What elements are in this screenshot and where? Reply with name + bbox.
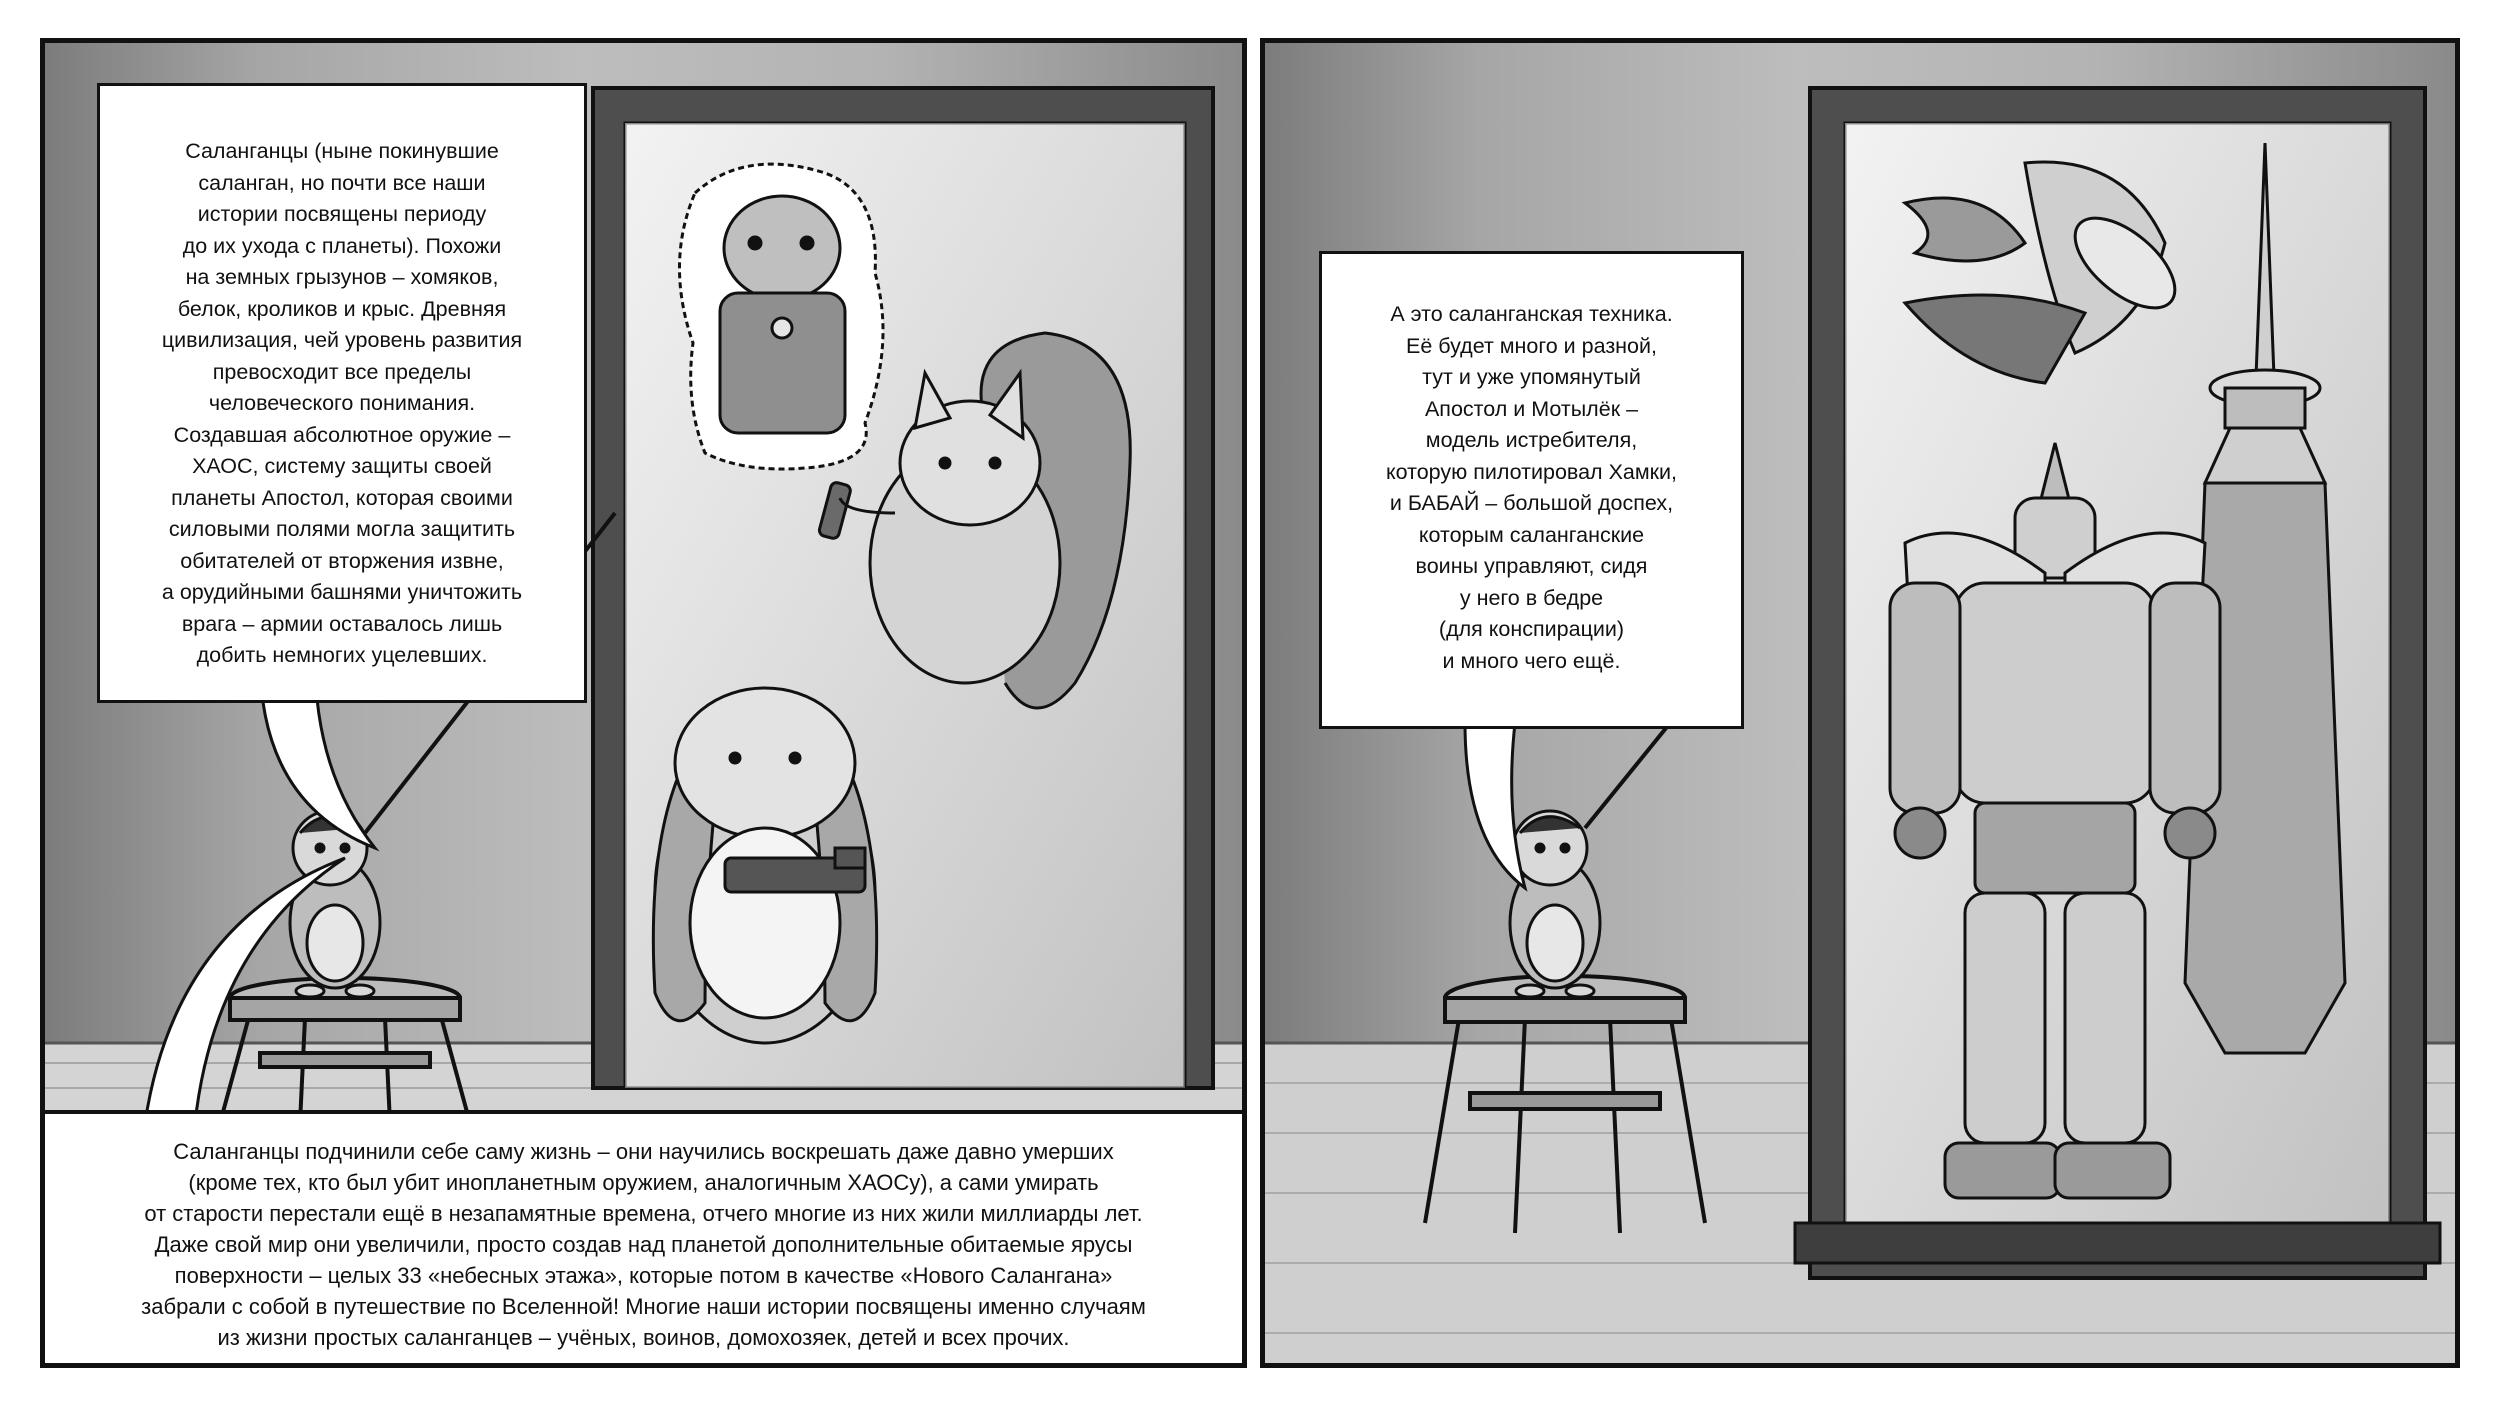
bubble-line: на земных грызунов – хомяков, bbox=[185, 265, 499, 289]
bubble-line: планеты Апостол, которая своими bbox=[171, 485, 513, 510]
bubble-line: а орудийными башнями уничтожить bbox=[161, 580, 523, 604]
rabbit-with-blaster-icon bbox=[653, 688, 876, 1043]
bubble-line: истории посвящены периоду bbox=[197, 202, 487, 226]
bubble-line: которым саланганские bbox=[1418, 522, 1645, 547]
comic-panel-left bbox=[40, 38, 1247, 1368]
hamster-portrait-icon bbox=[679, 164, 883, 469]
bubble-line: превосходит все пределы bbox=[212, 359, 472, 384]
bubble-line: человеческого понимания. bbox=[208, 391, 476, 415]
bubble-line: Апостол и Мотылёк – bbox=[1424, 396, 1639, 421]
bubble-line: до их ухода с планеты). Похожи bbox=[182, 233, 502, 258]
bubble-line: цивилизация, чей уровень развития bbox=[161, 328, 523, 352]
bubble-line: врага – армии оставалось лишь bbox=[181, 611, 503, 636]
bubble-line: А это саланганская техника. bbox=[1390, 302, 1673, 326]
speech-tail bbox=[1465, 723, 1525, 888]
bubble-line: добить немногих уцелевших. bbox=[196, 643, 488, 667]
bubble-line: силовыми полями могла защитить bbox=[168, 517, 516, 541]
bubble-line: белок, кроликов и крыс. Древняя bbox=[177, 296, 507, 321]
hamster-lecturer-icon bbox=[1510, 811, 1600, 997]
bubble-line: и БАБАЙ – большой доспех, bbox=[1389, 491, 1674, 515]
caption-line: Даже свой мир они увеличили, просто создав над планетой дополнительные обитаемые ярусы bbox=[154, 1232, 1133, 1257]
bubble-line: Её будет много и разной, bbox=[1406, 333, 1657, 358]
bubble-line: воины управляют, сидя bbox=[1415, 554, 1648, 578]
bubble-line: у него в бедре bbox=[1459, 585, 1604, 610]
caption-line: поверхности – целых 33 «небесных этажа», которые потом в качестве «Нового Салангана» bbox=[174, 1263, 1113, 1288]
comic-panel-right bbox=[1260, 38, 2460, 1368]
bubble-line: модель истребителя, bbox=[1425, 428, 1638, 452]
bubble-line: обитателей от вторжения извне, bbox=[180, 548, 504, 573]
bubble-line: ХАОС, систему защиты своей bbox=[192, 454, 492, 478]
bubble-line: Создавшая абсолютное оружие – bbox=[173, 422, 511, 447]
speech-bubble-left bbox=[97, 83, 587, 703]
bubble-line: (для конспирации) bbox=[1438, 617, 1625, 641]
bubble-line: Саланганцы (ныне покинувшие bbox=[185, 139, 499, 163]
bubble-line: тут и уже упомянутый bbox=[1422, 365, 1641, 389]
caption-line: Саланганцы подчинили себе саму жизнь – они научились воскрешать даже давно умерших bbox=[173, 1139, 1114, 1164]
caption-box bbox=[45, 1110, 1242, 1363]
caption-line: (кроме тех, кто был убит инопланетным оружием, аналогичным ХАОСу), а сами умирать bbox=[188, 1170, 1099, 1195]
caption-line: из жизни простых саланганцев – учёных, воинов, домохозяек, детей и всех прочих. bbox=[217, 1325, 1070, 1350]
caption-line: забрали с собой в путешествие по Вселенной! Многие наши истории посвящены именно случаям bbox=[141, 1294, 1146, 1319]
speech-bubble-right bbox=[1319, 251, 1744, 729]
caption-line: от старости перестали ещё в незапамятные времена, отчего многие из них жили миллиарды лет. bbox=[144, 1201, 1143, 1226]
bubble-line: которую пилотировал Хамки, bbox=[1385, 459, 1678, 484]
bubble-line: саланган, но почти все наши bbox=[198, 170, 486, 195]
bubble-line: и много чего ещё. bbox=[1442, 648, 1621, 673]
